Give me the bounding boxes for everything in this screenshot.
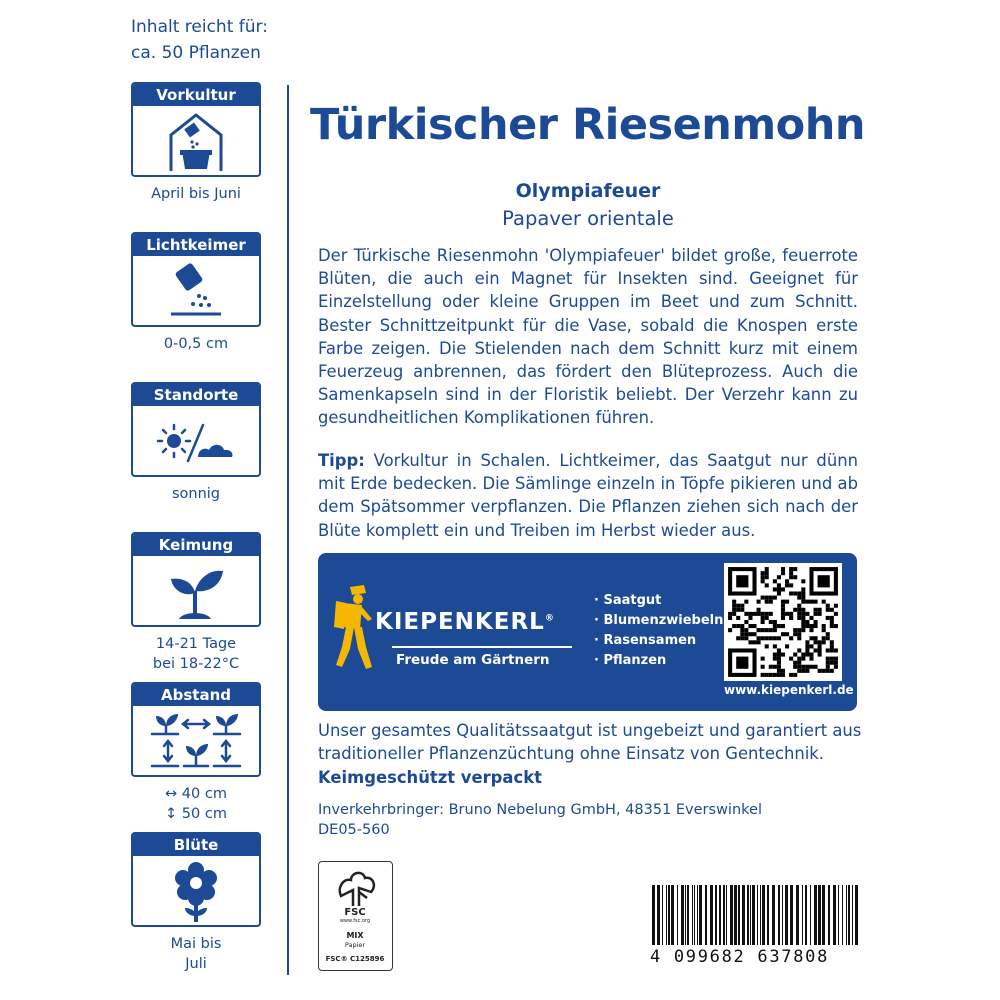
fsc-code: FSC® C125896: [325, 955, 385, 963]
standorte-box: [131, 382, 261, 477]
distributor-line2: DE05-560: [318, 822, 390, 838]
product-description: Der Türkische Riesenmohn 'Olympiafeuer' bildet große, feuerrote Blüten, die auch ein Magnet für Insekten sind. Geeignet für Einzelstellung oder kleine Gruppen im Beet und zum Schnitt. Bester Schnittzeitpunkt für die Vase, sobald die Knospen erste Farbe zeigen. Die Stielenden nach dem Schnitt kurz mit einem Feuerzeug anbrennen, das fördert den Blüteprozess. Auch die Samenkapseln sind in der Floristik beliebt. Der Verzehr kann zu gesundheitlichen Komplikationen führen.: [318, 246, 858, 428]
category-item: · Blumenzwiebeln: [594, 613, 724, 628]
bluete-caption-line2: Juli: [185, 956, 207, 972]
seed-packet-icon: [165, 262, 227, 322]
category-item: · Pflanzen: [594, 653, 667, 668]
brand-banner: [318, 553, 857, 711]
barcode-number: 4 099682 637808: [650, 947, 830, 967]
seedling-icon: [165, 561, 227, 623]
product-variety: Olympiafeuer: [515, 180, 661, 202]
lichtkeimer-caption: 0-0,5 cm: [163, 336, 229, 352]
tip-paragraph: [318, 449, 858, 542]
standorte-caption: sonnig: [171, 486, 221, 502]
sun-cloud-icon: [156, 417, 236, 467]
distributor-line1: Inverkehrbringer: Bruno Nebelung GmbH, 48351 Everswinkel: [318, 802, 762, 818]
fsc-mix: MIX: [346, 931, 364, 940]
divider-line: [287, 85, 289, 975]
category-item: · Saatgut: [594, 593, 662, 608]
germination-protected: Keimgeschützt verpackt: [318, 768, 542, 787]
tip-text: Vorkultur in Schalen. Lichtkeimer, das Saatgut nur dünn mit Erde bedecken. Die Sämlinge einzeln in Töpfe pikieren und ab dem Spätsommer verpflanzen. Die Pflanzen ziehen sich nach der Blüte komplett ein und Treiben im Herbst wieder aus.: [318, 451, 858, 540]
keimung-box: [131, 532, 261, 627]
fsc-logo-text: FSC: [344, 907, 366, 918]
product-latin-name: Papaver orientale: [502, 207, 674, 230]
brand-underline: [392, 646, 572, 648]
brand-slogan: Freude am Gärtnern: [396, 652, 550, 668]
bluete-caption: [131, 934, 261, 974]
fsc-label: [318, 861, 393, 971]
content-info-line2: ca. 50 Pflanzen: [131, 43, 261, 63]
lichtkeimer-header: Lichtkeimer: [133, 234, 259, 256]
standorte-header: Standorte: [133, 384, 259, 406]
flower-icon: [171, 860, 221, 924]
quality-statement: Unser gesamtes Qualitätssaatgut ist ungebeizt und garantiert aus traditioneller Pflanzenzüchtung ohne Einsatz von Gentechnik.: [318, 721, 862, 763]
website-link[interactable]: www.kiepenkerl.de: [724, 683, 854, 697]
fsc-site: www.fsc.org: [339, 918, 371, 924]
lichtkeimer-box: [131, 232, 261, 327]
abstand-header: Abstand: [133, 684, 259, 706]
abstand-caption-line2: ↕ 50 cm: [165, 806, 227, 822]
abstand-caption: [131, 784, 261, 824]
bluete-header: Blüte: [133, 834, 259, 856]
content-info-line1: Inhalt reicht für:: [131, 17, 268, 37]
vorkultur-caption: April bis Juni: [151, 186, 241, 202]
keimung-caption-line1: 14-21 Tage: [155, 636, 237, 652]
product-categories: [594, 591, 723, 671]
keimung-caption: [131, 634, 261, 674]
bluete-box: [131, 832, 261, 927]
abstand-box: [131, 682, 261, 777]
product-title: Türkischer Riesenmohn: [310, 100, 865, 150]
fsc-tree-icon: [333, 868, 379, 908]
keimung-header: Keimung: [133, 534, 259, 556]
greenhouse-pot-icon: [165, 111, 227, 173]
keimung-caption-line2: bei 18-22°C: [152, 656, 240, 672]
vorkultur-box: [131, 82, 261, 177]
fsc-paper: Papier: [344, 941, 366, 949]
bluete-caption-line1: Mai bis: [170, 936, 222, 952]
abstand-caption-line1: ↔ 40 cm: [165, 786, 227, 802]
category-item: · Rasensamen: [594, 633, 697, 648]
distributor-info: [318, 800, 762, 840]
content-info: [131, 14, 268, 66]
qr-code[interactable]: [724, 563, 842, 681]
vorkultur-header: Vorkultur: [133, 84, 259, 106]
barcode: [650, 885, 860, 950]
tip-label: Tipp:: [318, 451, 365, 470]
brand-name: KIEPENKERL®: [375, 609, 555, 635]
spacing-icon: [148, 710, 244, 774]
hiker-logo-icon: [332, 583, 378, 673]
